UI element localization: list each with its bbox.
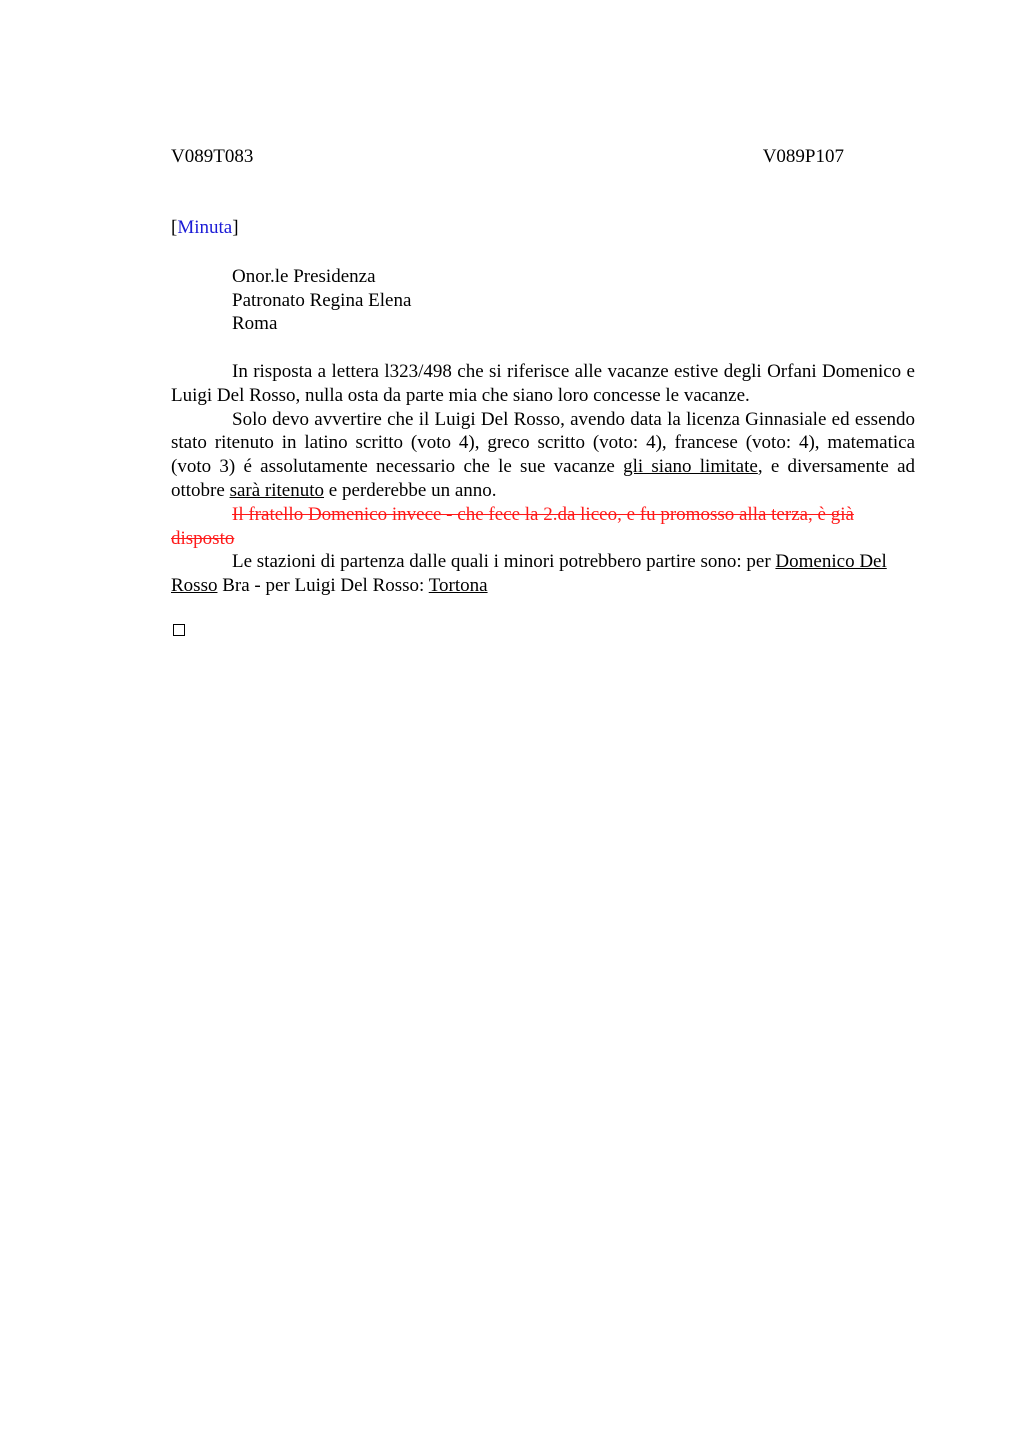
paragraph-4-text-b: Bra - per Luigi Del Rosso: [217,575,429,597]
minuta-text: Minuta [177,217,233,238]
letter-body [171,360,915,598]
address-line-3: Roma [232,313,278,334]
recipient-address [232,265,411,336]
document-code-right: V089P107 [762,146,844,167]
address-line-2: Patronato Regina Elena [232,289,412,311]
minuta-close-bracket: ] [232,217,239,238]
end-marker-box-icon [173,624,185,636]
document-header [171,146,844,170]
paragraph-4-underline-b: Tortona [428,575,488,597]
paragraph-1: In risposta a lettera l323/498 che si riferisce alle vacanze estive degli Orfani Domenico e Luigi Del Rosso, nulla osta da parte mia che siano loro concesse le vacanze. [171,361,915,406]
paragraph-4 [171,550,915,598]
minuta-open-bracket: [ [171,217,178,238]
minuta-label [171,217,239,239]
paragraph-2-underline-b: sarà ritenuto [229,479,325,501]
paragraph-4-text-a: Le stazioni di partenza dalle quali i minori potrebbero partire sono: per [232,551,776,573]
paragraph-4-underline-a: Domenico Del Rosso [171,551,887,597]
document-code-left: V089T083 [171,146,254,167]
paragraph-2 [171,408,915,503]
paragraph-2-underline-a: gli siano limitate [623,456,758,478]
paragraph-3-deleted [171,503,915,551]
paragraph-2-text-b: , e diversamente ad ottobre [171,456,916,501]
paragraph-3-struck-text: Il fratello Domenico invece - che fece la 2.da liceo, e fu promosso alla terza, è già disposto [171,503,854,549]
paragraph-2-text-c: e perderebbe un anno. [324,479,497,501]
address-line-1: Onor.le Presidenza [232,266,376,287]
paragraph-2-text-a: Solo devo avvertire che il Luigi Del Rosso, avendo data la licenza Ginnasiale ed essendo stato ritenuto in latino scritto (voto 4), greco scritto (voto: 4), francese (voto: 4), matematica (voto 3) é assolutamente necessario che le sue vacanze [171,408,915,478]
